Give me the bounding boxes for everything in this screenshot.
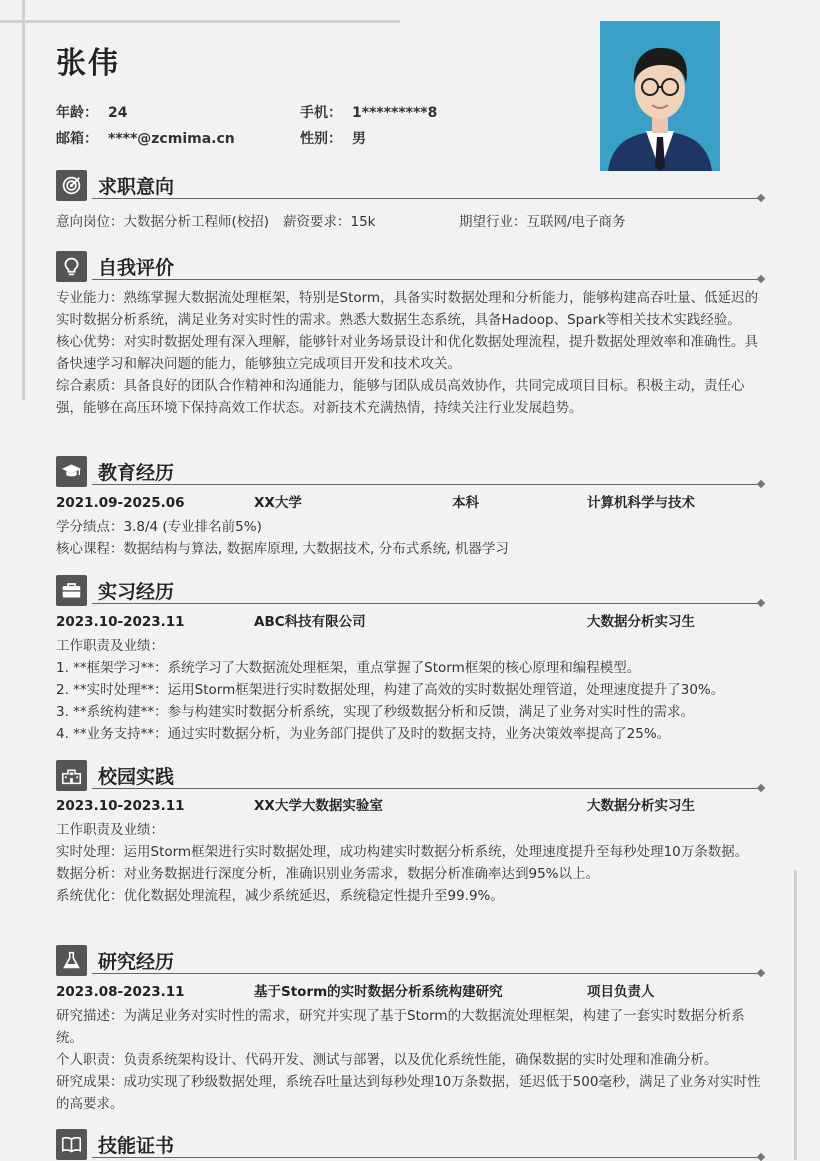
age-value: 24 (108, 105, 128, 121)
campus-period: 2023.10-2023.11 (56, 798, 185, 814)
internship-company: ABC科技有限公司 (254, 614, 366, 630)
age-field (56, 102, 127, 122)
section-divider-dot (757, 969, 765, 977)
section-divider (92, 1157, 760, 1158)
section-header (56, 760, 764, 792)
education-school: XX大学 (254, 495, 302, 511)
section-research (56, 945, 764, 1115)
section-divider (92, 279, 760, 280)
lightbulb-icon (56, 251, 87, 282)
campus-header-row (56, 795, 764, 817)
section-self-evaluation (56, 251, 764, 419)
age-label: 年龄： (56, 105, 98, 121)
section-header (56, 945, 764, 977)
phone-value: 1*********8 (352, 105, 438, 121)
internship-role: 大数据分析实习生 (587, 614, 695, 630)
gender-label: 性别： (300, 131, 342, 147)
section-education (56, 456, 764, 560)
target-icon (56, 170, 87, 201)
internship-line: 2. **实时处理**：运用Storm框架进行实时数据处理，构建了高效的实时数据处理管道，处理速度提升了30%。 (56, 682, 725, 698)
campus-line: 系统优化：优化数据处理流程，减少系统延迟，系统稳定性提升至99.9%。 (56, 888, 504, 904)
section-title: 校园实践 (98, 766, 175, 788)
internship-details (56, 635, 764, 745)
self-paragraph: 综合素质：具备良好的团队合作精神和沟通能力，能够与团队成员高效协作，共同完成项目目标。积极主动，责任心强，能够在高压环境下保持高效工作状态。对新技术充满热情，持续关注行业发展趋势。 (56, 378, 745, 416)
section-header (56, 456, 764, 488)
book-icon (56, 1129, 87, 1160)
section-divider-dot (757, 480, 765, 488)
section-title: 求职意向 (98, 176, 175, 198)
graduation-cap-icon (56, 456, 87, 487)
section-divider-dot (757, 599, 765, 607)
section-campus-practice (56, 760, 764, 907)
email-label: 邮箱： (56, 131, 98, 147)
education-major: 计算机科学与技术 (587, 495, 695, 511)
self-paragraphs (56, 287, 764, 419)
research-header-row (56, 981, 764, 1003)
gender-field (300, 128, 366, 148)
campus-details (56, 819, 764, 907)
decorative-top-line (0, 20, 400, 23)
intent-row (56, 211, 764, 233)
decorative-left-line (22, 0, 25, 400)
section-internship (56, 575, 764, 745)
section-divider-dot (757, 784, 765, 792)
research-project: 基于Storm的实时数据分析系统构建研究 (254, 984, 503, 1000)
research-details (56, 1005, 764, 1115)
section-job-intent (56, 170, 764, 233)
phone-label: 手机： (300, 105, 342, 121)
campus-role: 大数据分析实习生 (587, 798, 695, 814)
building-icon (56, 760, 87, 791)
section-header (56, 170, 764, 202)
gender-value: 男 (352, 131, 366, 147)
section-divider-dot (757, 194, 765, 202)
section-title: 实习经历 (98, 581, 175, 603)
profile-photo (600, 21, 720, 171)
campus-line: 工作职责及业绩： (56, 822, 164, 838)
section-title: 技能证书 (98, 1135, 175, 1157)
phone-field (300, 102, 437, 122)
intent-industry: 期望行业：互联网/电子商务 (459, 214, 626, 230)
internship-period: 2023.10-2023.11 (56, 614, 185, 630)
internship-line: 工作职责及业绩： (56, 638, 164, 654)
candidate-name: 张伟 (56, 46, 120, 81)
section-skills (56, 1129, 764, 1161)
internship-line: 3. **系统构建**：参与构建实时数据分析系统，实现了秒级数据分析和反馈，满足了业务对实时性的需求。 (56, 704, 695, 720)
internship-line: 4. **业务支持**：通过实时数据分析，为业务部门提供了及时的数据支持，业务决策效率提高了25%。 (56, 726, 671, 742)
campus-line: 数据分析：对业务数据进行深度分析，准确识别业务需求，数据分析准确率达到95%以上。 (56, 866, 600, 882)
decorative-right-line (794, 870, 797, 1160)
self-paragraph: 专业能力：熟练掌握大数据流处理框架，特别是Storm，具备实时数据处理和分析能力，能够构建高吞吐量、低延迟的实时数据分析系统，满足业务对实时性的需求。熟悉大数据生态系统，具备Hadoop、Spark等相关技术实践经验。 (56, 290, 759, 328)
research-line: 研究描述：为满足业务对实时性的需求，研究并实现了基于Storm的大数据流处理框架，构建了一套实时数据分析系统。 (56, 1008, 745, 1046)
research-role: 项目负责人 (587, 984, 655, 1000)
section-divider (92, 788, 760, 789)
section-header (56, 1129, 764, 1161)
education-period: 2021.09-2025.06 (56, 495, 185, 511)
internship-header-row (56, 611, 764, 633)
section-divider (92, 484, 760, 485)
education-header-row (56, 492, 764, 514)
section-divider (92, 973, 760, 974)
internship-line: 1. **框架学习**：系统学习了大数据流处理框架，重点掌握了Storm框架的核心原理和编程模型。 (56, 660, 641, 676)
campus-org: XX大学大数据实验室 (254, 798, 383, 814)
education-degree: 本科 (452, 495, 479, 511)
research-period: 2023.08-2023.11 (56, 984, 185, 1000)
research-line: 研究成果：成功实现了秒级数据处理，系统吞吐量达到每秒处理10万条数据，延迟低于500毫秒，满足了业务对实时性的高要求。 (56, 1074, 761, 1112)
section-title: 教育经历 (98, 462, 175, 484)
campus-line: 实时处理：运用Storm框架进行实时数据处理，成功构建实时数据分析系统，处理速度提升至每秒处理10万条数据。 (56, 844, 749, 860)
section-header (56, 575, 764, 607)
flask-icon (56, 945, 87, 976)
section-divider-dot (757, 275, 765, 283)
section-divider (92, 603, 760, 604)
section-title: 研究经历 (98, 951, 175, 973)
education-detail: 核心课程：数据结构与算法, 数据库原理, 大数据技术, 分布式系统, 机器学习 (56, 541, 509, 557)
section-divider (92, 198, 760, 199)
education-detail: 学分绩点：3.8/4 (专业排名前5%) (56, 519, 262, 535)
self-paragraph: 核心优势：对实时数据处理有深入理解，能够针对业务场景设计和优化数据处理流程，提升数据处理效率和准确性。具备快速学习和解决问题的能力，能够独立完成项目开发和技术攻关。 (56, 334, 758, 372)
briefcase-icon (56, 575, 87, 606)
intent-position: 意向岗位：大数据分析工程师(校招) (56, 214, 270, 230)
section-header (56, 251, 764, 283)
section-title: 自我评价 (98, 257, 175, 279)
email-field (56, 128, 235, 148)
intent-salary: 薪资要求：15k (283, 214, 376, 230)
research-line: 个人职责：负责系统架构设计、代码开发、测试与部署，以及优化系统性能，确保数据的实时处理和准确分析。 (56, 1052, 718, 1068)
email-value: ****@zcmima.cn (108, 131, 235, 147)
